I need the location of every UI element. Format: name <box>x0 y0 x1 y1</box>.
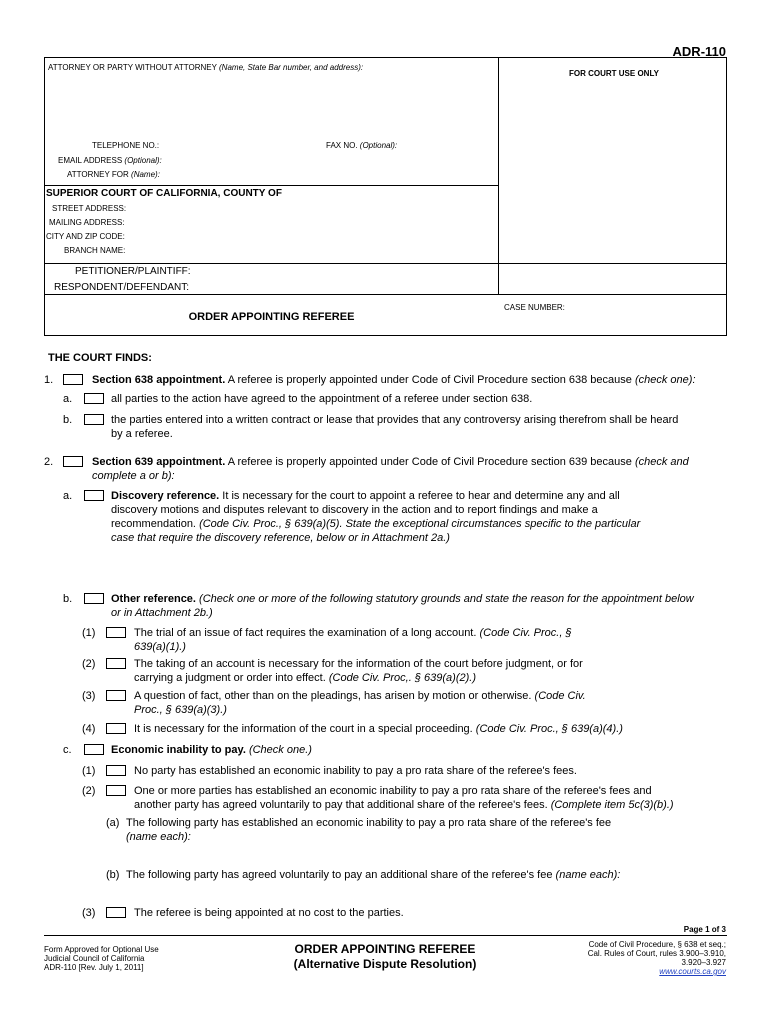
footer-code-cite: Code of Civil Procedure, § 638 et seq.; <box>588 940 726 949</box>
item-1-checkbox[interactable] <box>63 374 83 385</box>
item-2c2a-line-1: The following party has established an economic inability to pay a pro rata share of the referee's fee <box>126 817 612 829</box>
item-2c2b-number: (b) <box>106 869 120 881</box>
item-1a-text: all parties to the action have agreed to the appointment of a referee under section 638. <box>111 393 533 405</box>
city-zip-label[interactable]: CITY AND ZIP CODE: <box>46 232 125 241</box>
attorney-label-hint: (Name, State Bar number, and address): <box>219 63 364 72</box>
divider-parties <box>45 263 726 264</box>
fax-label-text: FAX NO. <box>326 141 358 150</box>
item-2c2a-line-2[interactable]: (name each): <box>126 831 191 843</box>
item-2b2-cite: (Code Civ. Proc,. § 639(a)(2).) <box>328 672 476 684</box>
item-2a-line-4: case that require the discovery reference, below or in Attachment 2a.) <box>111 532 450 544</box>
item-2c2-checkbox[interactable] <box>106 785 126 796</box>
attorney-label-text: ATTORNEY OR PARTY WITHOUT ATTORNEY <box>48 63 217 72</box>
item-2c-checkbox[interactable] <box>84 744 104 755</box>
item-2a-line-1-text: It is necessary for the court to appoint a referee to hear and determine any and all <box>222 490 620 502</box>
item-2c1-text: No party has established an economic inability to pay a pro rata share of the referee's fees. <box>134 765 577 777</box>
email-label[interactable] <box>58 156 162 165</box>
item-2c2b-instruction: (name each): <box>555 869 621 881</box>
fax-label[interactable] <box>326 141 397 150</box>
item-2b-line-1 <box>111 592 694 606</box>
item-1-number: 1. <box>44 374 54 386</box>
email-hint: (Optional): <box>124 156 162 165</box>
divider-court <box>45 185 498 186</box>
item-2-instruction-2: complete a or b): <box>92 470 175 482</box>
court-name[interactable]: SUPERIOR COURT OF CALIFORNIA, COUNTY OF <box>46 188 282 199</box>
item-2b-heading: Other reference. <box>111 593 196 605</box>
item-1b-letter: b. <box>63 414 73 426</box>
item-2c3-checkbox[interactable] <box>106 907 126 918</box>
item-2c3-number: (3) <box>82 907 96 919</box>
attorney-for-label[interactable] <box>67 170 160 179</box>
telephone-label[interactable]: TELEPHONE NO.: <box>92 141 160 150</box>
item-2b-instruction: (Check one or more of the following statutory grounds and state the reason for the appointment below <box>199 593 694 605</box>
item-2-number: 2. <box>44 456 54 468</box>
footer-rule <box>44 935 727 936</box>
footer-approved: Form Approved for Optional Use <box>44 945 159 954</box>
item-2a-line-3b: (Code Civ. Proc., § 639(a)(5). State the exceptional circumstances specific to the particular <box>199 518 641 530</box>
item-2a-heading: Discovery reference. <box>111 490 220 502</box>
footer-revision: ADR-110 [Rev. July 1, 2011] <box>44 963 144 972</box>
item-1b-line-1: the parties entered into a written contract or lease that provides that any controversy arising therefrom shall be heard <box>111 414 679 426</box>
item-2c-instruction: (Check one.) <box>248 744 312 756</box>
item-2a-letter: a. <box>63 490 73 502</box>
item-2a-checkbox[interactable] <box>84 490 104 501</box>
attorney-for-hint: (Name): <box>131 170 160 179</box>
item-2b2-line-1: The taking of an account is necessary for the information of the court before judgment, or for <box>134 658 583 670</box>
item-1a-checkbox[interactable] <box>84 393 104 404</box>
item-2b3-text: A question of fact, other than on the pleadings, has arisen by motion or otherwise. <box>134 690 532 702</box>
item-1-heading: Section 638 appointment. <box>92 374 226 386</box>
item-2c-heading-line <box>111 743 312 757</box>
item-2b1-checkbox[interactable] <box>106 627 126 638</box>
case-number-label[interactable]: CASE NUMBER: <box>504 303 565 312</box>
item-2-heading: Section 639 appointment. <box>92 456 226 468</box>
item-2c2a-number: (a) <box>106 817 120 829</box>
item-2c2-number: (2) <box>82 785 96 797</box>
item-2b4-text: It is necessary for the information of the court in a special proceeding. <box>134 723 473 735</box>
footer-title-block <box>270 942 500 972</box>
caption-divider <box>498 58 499 294</box>
divider-title <box>45 294 726 295</box>
item-2b-line-2: or in Attachment 2b.) <box>111 607 213 619</box>
attorney-label <box>48 63 363 72</box>
item-2b1-number: (1) <box>82 627 96 639</box>
item-2b1-text: The trial of an issue of fact requires the examination of a long account. <box>134 627 477 639</box>
item-2b2-line-2 <box>134 671 476 685</box>
item-1b-line-2: by a referee. <box>111 428 173 440</box>
footer-right <box>588 940 726 976</box>
item-2c3-text: The referee is being appointed at no cost to the parties. <box>134 907 404 919</box>
item-1-body: A referee is properly appointed under Code of Civil Procedure section 638 because <box>227 374 632 386</box>
fax-hint: (Optional): <box>359 141 398 150</box>
page-number: Page 1 of 3 <box>683 925 726 934</box>
footer-council: Judicial Council of California <box>44 954 145 963</box>
form-number: ADR-110 <box>672 44 726 59</box>
footer-rules-cite: Cal. Rules of Court, rules 3.900–3.910, <box>587 949 726 958</box>
item-2c2b-line[interactable] <box>126 868 620 882</box>
branch-name-label[interactable]: BRANCH NAME: <box>64 246 126 255</box>
mailing-address-label[interactable]: MAILING ADDRESS: <box>49 218 125 227</box>
item-2a-line-3a: recommendation. <box>111 518 196 530</box>
item-2c2-line-2 <box>134 798 674 812</box>
footer-website-link[interactable]: www.courts.ca.gov <box>659 967 726 976</box>
attorney-for-text: ATTORNEY FOR <box>67 170 129 179</box>
item-2c-heading: Economic inability to pay. <box>111 744 246 756</box>
court-use-label: FOR COURT USE ONLY <box>569 69 659 78</box>
item-2-checkbox[interactable] <box>63 456 83 467</box>
respondent-label[interactable]: RESPONDENT/DEFENDANT: <box>54 282 190 293</box>
item-2a-line-2: discovery motions and disputes relevant to discovery in the action and to report findings and make a <box>111 504 598 516</box>
item-2c-letter: c. <box>63 744 72 756</box>
item-1-text <box>92 373 696 387</box>
item-2b-letter: b. <box>63 593 73 605</box>
item-2c1-number: (1) <box>82 765 96 777</box>
footer-title: ORDER APPOINTING REFEREE <box>294 942 476 956</box>
item-2b3-line-2: Proc., § 639(a)(3).) <box>134 704 227 716</box>
item-2c2b-text: The following party has agreed voluntarily to pay an additional share of the referee's fee <box>126 869 553 881</box>
item-2c1-checkbox[interactable] <box>106 765 126 776</box>
item-2b-checkbox[interactable] <box>84 593 104 604</box>
item-2b1-cite: (Code Civ. Proc., § <box>479 627 572 639</box>
item-2a-line-3 <box>111 517 640 531</box>
street-address-label[interactable]: STREET ADDRESS: <box>52 204 127 213</box>
item-2b2-number: (2) <box>82 658 96 670</box>
item-1b-checkbox[interactable] <box>84 414 104 425</box>
item-2-body: A referee is properly appointed under Code of Civil Procedure section 639 because <box>227 456 632 468</box>
item-1-instruction: (check one): <box>634 374 696 386</box>
item-2b1-line-2: 639(a)(1).) <box>134 641 186 653</box>
item-2-instruction-1: (check and <box>634 456 689 468</box>
item-2c2-line-1: One or more parties has established an economic inability to pay a pro rata share of the referee's fees and <box>134 785 652 797</box>
caption-box <box>44 57 727 336</box>
item-2b4-line <box>134 722 623 736</box>
item-2b3-number: (3) <box>82 690 96 702</box>
item-2b1-line-1 <box>134 626 572 640</box>
footer-subtitle: (Alternative Dispute Resolution) <box>293 957 477 971</box>
footer-rules-cite-2: 3.920–3.927 <box>681 958 726 967</box>
item-2b3-line-1 <box>134 689 586 703</box>
item-2-text <box>92 455 689 469</box>
item-2a-line-1 <box>111 489 620 503</box>
item-2b4-checkbox[interactable] <box>106 723 126 734</box>
item-2b2-checkbox[interactable] <box>106 658 126 669</box>
petitioner-label[interactable]: PETITIONER/PLAINTIFF: <box>75 266 191 277</box>
item-2b2-text: carrying a judgment or order into effect. <box>134 672 326 684</box>
item-1a-letter: a. <box>63 393 73 405</box>
item-2b4-cite: (Code Civ. Proc., § 639(a)(4).) <box>475 723 623 735</box>
court-finds-heading: THE COURT FINDS: <box>48 352 152 364</box>
item-2b3-cite: (Code Civ. <box>534 690 586 702</box>
email-label-text: EMAIL ADDRESS <box>58 156 123 165</box>
item-2b4-number: (4) <box>82 723 96 735</box>
item-2c2-instruction: (Complete item 5c(3)(b).) <box>550 799 674 811</box>
item-2c2-text: another party has agreed voluntarily to pay that additional share of the referee's fees. <box>134 799 548 811</box>
item-2b3-checkbox[interactable] <box>106 690 126 701</box>
footer-left <box>44 945 159 972</box>
form-title: ORDER APPOINTING REFEREE <box>188 311 355 323</box>
